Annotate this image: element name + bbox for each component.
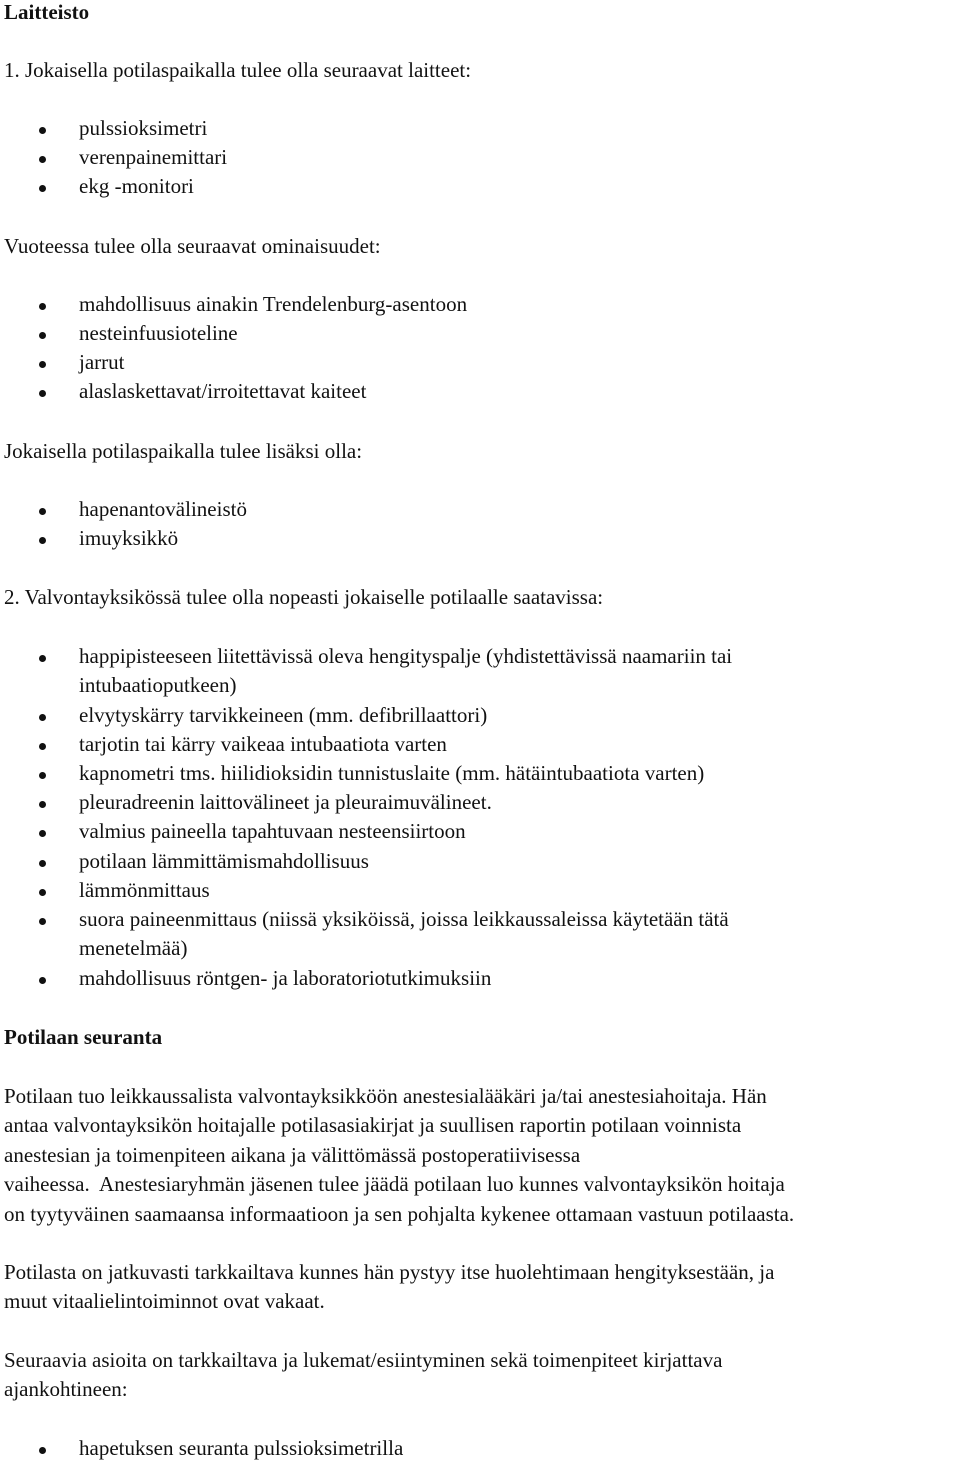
list-item-continuation: intubaatioputkeen) [79, 673, 237, 697]
heading-monitoring: Potilaan seuranta [4, 1025, 163, 1049]
bullet-icon [39, 156, 46, 163]
bullet-icon [39, 127, 46, 134]
bed-intro: Vuoteessa tulee olla seuraavat ominaisuudet: [4, 234, 381, 258]
paragraph-line: ajankohtineen: [4, 1377, 128, 1401]
list-item: kapnometri tms. hiilidioksidin tunnistuslaite (mm. hätäintubaatiota varten) [79, 761, 705, 785]
paragraph-line: on tyytyväinen saamaansa informaatioon ja sen pohjalta kykenee ottamaan vastuun potilaasta. [4, 1202, 795, 1226]
bullet-icon [39, 918, 46, 925]
list-item: mahdollisuus röntgen- ja laboratoriotutkimuksiin [79, 966, 492, 990]
paragraph-line: antaa valvontayksikön hoitajalle potilasasiakirjat ja suullisen raportin potilaan voinnista [4, 1113, 742, 1137]
list-item: hapetuksen seuranta pulssioksimetrilla [79, 1436, 404, 1460]
bullet-icon [39, 508, 46, 515]
heading-equipment: Laitteisto [4, 0, 90, 24]
list-item: suora paineenmittaus (niissä yksiköissä, joissa leikkaussaleissa käytetään tätä [79, 907, 729, 931]
list-item: pulssioksimetri [79, 116, 208, 140]
list-item-continuation: menetelmää) [79, 936, 188, 960]
list-item: ekg -monitori [79, 174, 194, 198]
paragraph-line: Potilasta on jatkuvasti tarkkailtava kunnes hän pystyy itse huolehtimaan hengityksestään, ja [4, 1260, 775, 1284]
list-item: happipisteeseen liitettävissä oleva hengityspalje (yhdistettävissä naamariin tai [79, 644, 733, 668]
bullet-icon [39, 889, 46, 896]
bullet-icon [39, 977, 46, 984]
bullet-icon [39, 655, 46, 662]
list-item: alaslaskettavat/irroitettavat kaiteet [79, 379, 367, 403]
list-item: verenpainemittari [79, 145, 228, 169]
list-item: imuyksikkö [79, 526, 179, 550]
list-item: valmius paineella tapahtuvaan nesteensiirtoon [79, 819, 466, 843]
paragraph-line: Potilaan tuo leikkaussalista valvontayksikköön anestesialääkäri ja/tai anestesiahoitaja. Hän [4, 1084, 767, 1108]
bullet-icon [39, 714, 46, 721]
bullet-icon [39, 801, 46, 808]
bullet-icon [39, 332, 46, 339]
paragraph-line: muut vitaalielintoiminnot ovat vakaat. [4, 1289, 325, 1313]
bullet-icon [39, 860, 46, 867]
paragraph-line: anestesian ja toimenpiteen aikana ja välittömässä postoperatiivisessa [4, 1143, 581, 1167]
bullet-icon [39, 537, 46, 544]
paragraph-line: Seuraavia asioita on tarkkailtava ja lukemat/esiintyminen sekä toimenpiteet kirjattava [4, 1348, 723, 1372]
bullet-icon [39, 390, 46, 397]
bullet-icon [39, 361, 46, 368]
bullet-icon [39, 303, 46, 310]
bullet-icon [39, 772, 46, 779]
paragraph-line: vaiheessa. Anestesiaryhmän jäsenen tulee jäädä potilaan luo kunnes valvontayksikön hoitaja [4, 1172, 785, 1196]
bullet-icon [39, 185, 46, 192]
bullet-icon [39, 830, 46, 837]
list-item: jarrut [79, 350, 125, 374]
bullet-icon [39, 743, 46, 750]
extra-intro: Jokaisella potilaspaikalla tulee lisäksi olla: [4, 439, 363, 463]
bullet-icon [39, 1447, 46, 1454]
list-item: hapenantovälineistö [79, 497, 247, 521]
list-item: mahdollisuus ainakin Trendelenburg-asentoon [79, 292, 468, 316]
list-item: elvytyskärry tarvikkeineen (mm. defibrillaattori) [79, 703, 488, 727]
list-item: potilaan lämmittämismahdollisuus [79, 849, 369, 873]
list-item: nesteinfuusioteline [79, 321, 238, 345]
section1-intro: 1. Jokaisella potilaspaikalla tulee olla seuraavat laitteet: [4, 58, 472, 82]
section2-intro: 2. Valvontayksikössä tulee olla nopeasti jokaiselle potilaalle saatavissa: [4, 585, 604, 609]
list-item: lämmönmittaus [79, 878, 210, 902]
list-item: pleuradreenin laittovälineet ja pleuraimuvälineet. [79, 790, 492, 814]
list-item: tarjotin tai kärry vaikeaa intubaatiota varten [79, 732, 447, 756]
